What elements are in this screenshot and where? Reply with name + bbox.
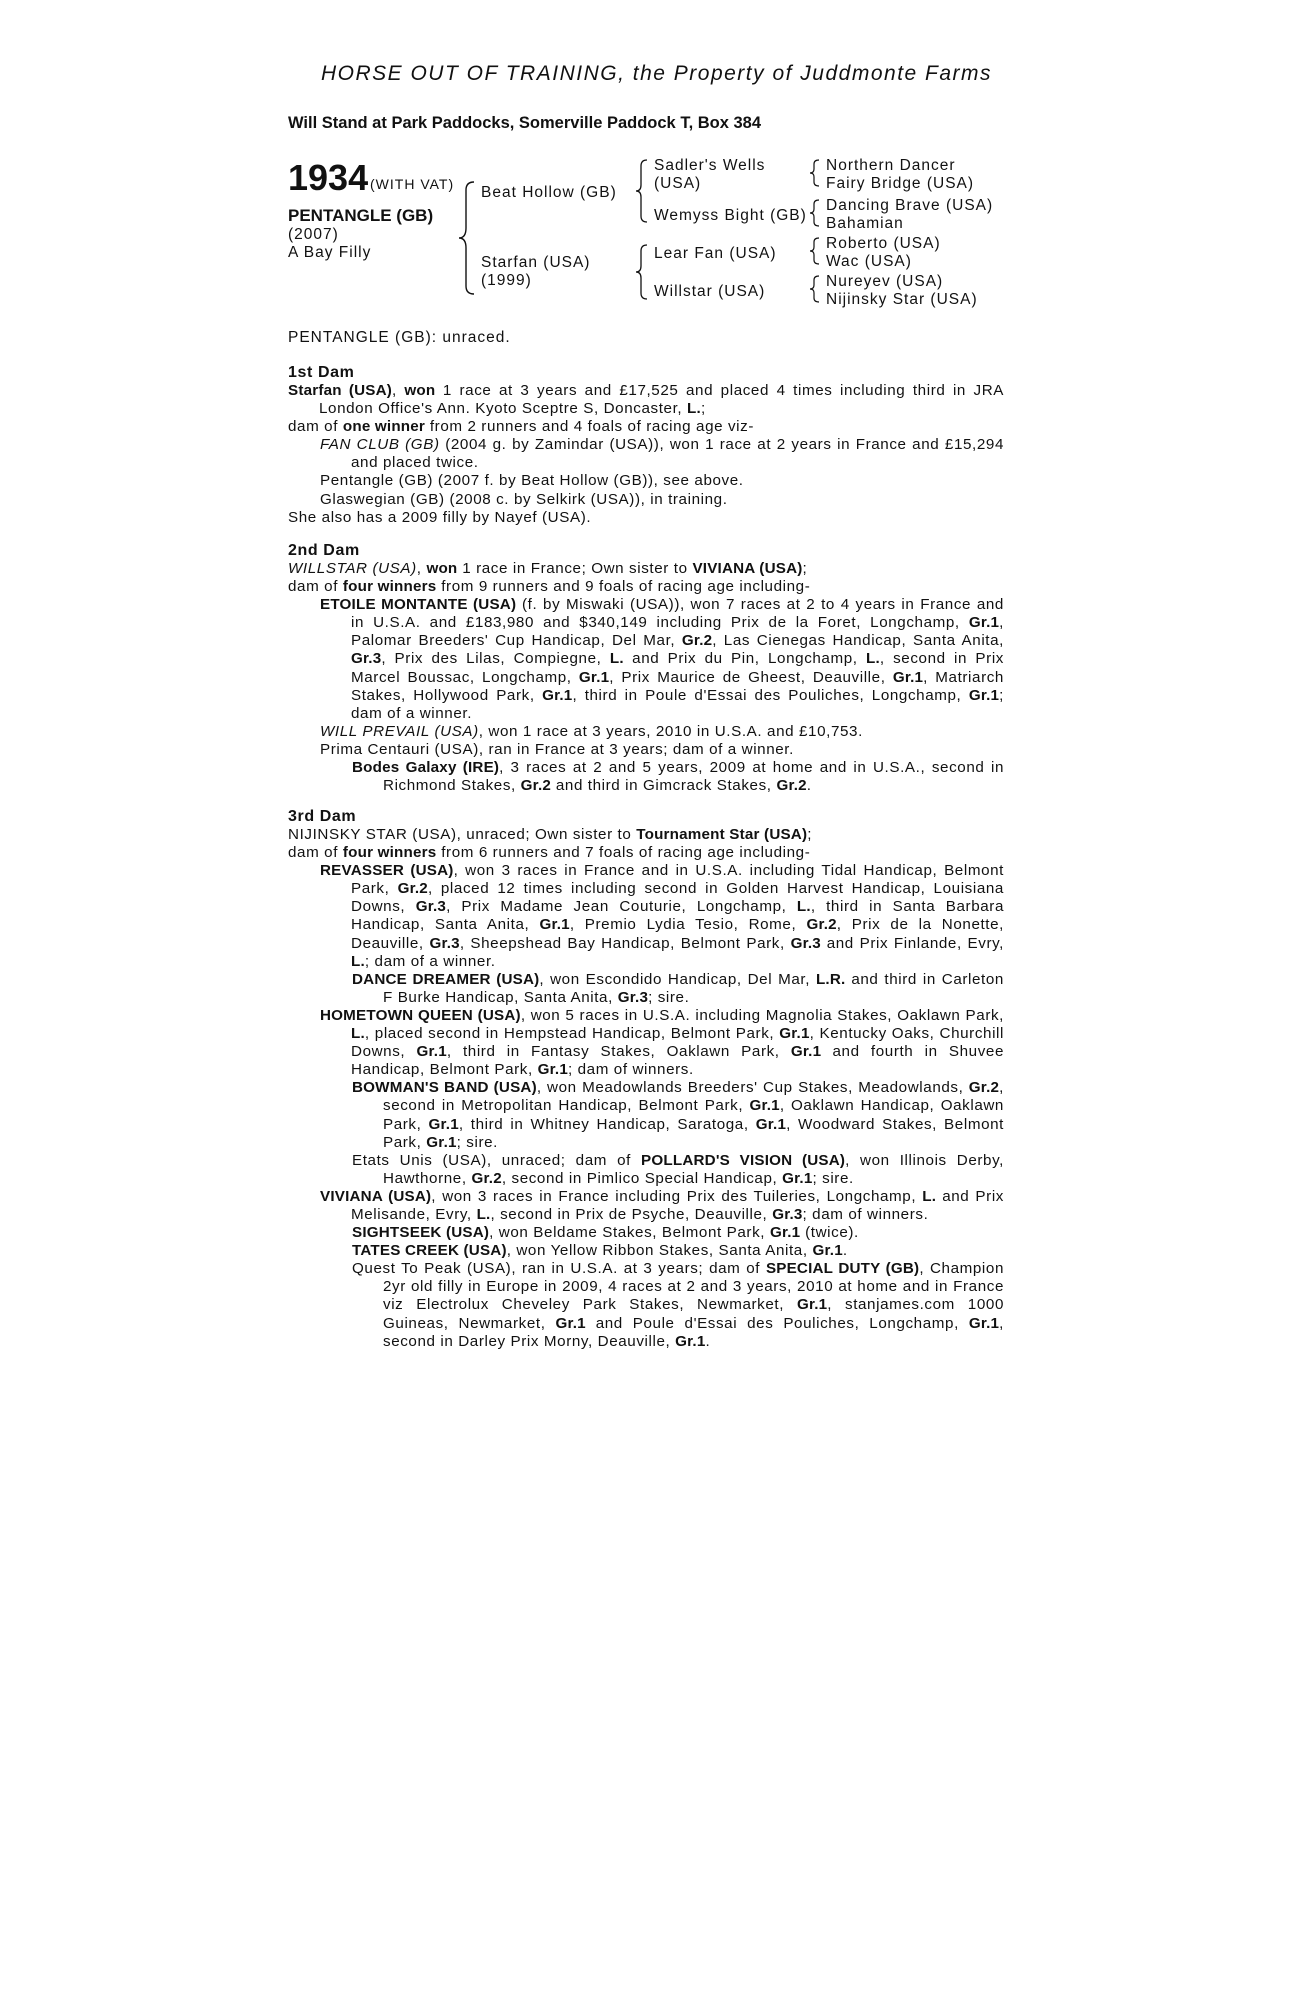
text-run: ; dam of a winner. — [351, 686, 1004, 722]
text-run: dam of — [288, 418, 343, 436]
bold-run: BOWMAN'S BAND (USA) — [352, 1079, 537, 1097]
bold-run: ETOILE MONTANTE (USA) — [320, 596, 517, 614]
produce-entry: Prima Centauri (USA), ran in France at 3 years; dam of a winner. — [320, 740, 794, 758]
first-dam-section — [288, 364, 1004, 527]
italic-run: FAN CLUB (GB) — [320, 436, 440, 454]
bold-run: HOMETOWN QUEEN (USA) — [320, 1006, 521, 1024]
bold-run: Gr.2 — [681, 632, 713, 650]
text-run: dam of — [288, 578, 343, 596]
text-run: , Sheepshead Bay Handicap, Belmont Park, — [459, 934, 791, 952]
text-run: , placed second in Hempstead Handicap, Belmont Park, — [364, 1025, 780, 1043]
text-run: ; dam of a winner. — [364, 952, 496, 970]
pedigree-sire-sire-country: (USA) — [654, 175, 702, 192]
text-run: , won Beldame Stakes, Belmont Park, — [489, 1224, 770, 1242]
bold-run: Gr.2 — [776, 777, 807, 795]
text-run: from 2 runners and 4 foals of racing age viz- — [425, 418, 755, 436]
text-run: , won Yellow Ribbon Stakes, Santa Anita, — [506, 1242, 813, 1260]
bold-run: Starfan (USA) — [288, 382, 393, 399]
bold-run: Gr.1 — [542, 686, 573, 704]
text-run: , 3 races at 2 and 5 years, 2009 at home and in U.S.A., second in Richmond Stakes, — [383, 759, 1004, 795]
section-title: 2nd Dam — [288, 542, 360, 559]
bold-run: Gr.1 — [675, 1332, 706, 1350]
pedigree-brace-dd — [808, 274, 822, 304]
bold-run: L. — [476, 1205, 491, 1223]
bold-run: L. — [922, 1187, 937, 1205]
bold-run: Bodes Galaxy (IRE) — [352, 759, 500, 777]
bold-run: four winners — [342, 578, 437, 596]
text-run: , second in Metropolitan Handicap, Belmont Park, — [383, 1079, 1004, 1115]
text-run: , stanjames.com 1000 Guineas, Newmarket, — [383, 1296, 1004, 1332]
pedigree-dam-dam: Willstar (USA) — [654, 283, 766, 300]
bold-run: SPECIAL DUTY (GB) — [765, 1260, 920, 1278]
pedigree-dss: Roberto (USA) — [826, 235, 941, 252]
bold-run: Gr.1 — [769, 1224, 801, 1242]
bold-run: Gr.1 — [749, 1097, 780, 1115]
dam-summary — [288, 560, 1004, 578]
text-run: , Prix Madame Jean Couturie, Longchamp, — [446, 898, 797, 916]
produce-entry — [288, 1260, 1004, 1350]
bold-run: Gr.2 — [806, 916, 837, 934]
bold-run: L.R. — [815, 970, 846, 988]
vat-note: (WITH VAT) — [370, 176, 455, 192]
bold-run: L. — [796, 898, 811, 916]
bold-run: Gr.1 — [782, 1169, 813, 1187]
text-run: , second in Prix de Psyche, Deauville, — [490, 1205, 773, 1223]
produce-entry — [288, 759, 1004, 795]
text-run: (2004 g. by Zamindar (USA)), won 1 race at 2 years in France and £15,294 and placed twice. — [351, 436, 1005, 472]
text-run: , won 5 races in U.S.A. including Magnolia Stakes, Oaklawn Park, — [520, 1006, 1004, 1024]
bold-run: POLLARD'S VISION (USA) — [641, 1151, 846, 1169]
text-run: ; sire. — [456, 1133, 498, 1151]
pedigree-sdd: Bahamian — [826, 215, 904, 232]
text-run: dam of — [288, 844, 343, 862]
text-run: , won Illinois Derby, Hawthorne, — [383, 1151, 1004, 1187]
bold-run: Gr.3 — [617, 988, 649, 1006]
text-run: ; — [802, 560, 808, 577]
pedigree-brace-sire — [634, 158, 650, 224]
text-run: (f. by Miswaki (USA)), won 7 races at 2 to 4 years in France and in U.S.A. and £183,980 and $340,149 including Prix de la Foret, Longchamp, — [351, 596, 1004, 632]
text-run: , — [416, 560, 427, 577]
produce-summary — [288, 418, 1004, 436]
bold-run: Gr.1 — [555, 1314, 586, 1332]
bold-run: Gr.1 — [968, 614, 1000, 632]
text-run: , third in Whitney Handicap, Saratoga, — [458, 1115, 756, 1133]
produce-entry — [288, 723, 1004, 741]
text-run: and third in Gimcrack Stakes, — [551, 777, 777, 795]
bold-run: Gr.1 — [779, 1025, 810, 1043]
text-run: ; dam of winners. — [567, 1061, 694, 1079]
text-run: , second in Prix Marcel Boussac, Longchamp, — [351, 650, 1004, 686]
text-run: , — [392, 382, 405, 399]
produce-entry: Glaswegian (GB) (2008 c. by Selkirk (USA)), in training. — [320, 490, 728, 508]
text-run: , won Escondido Handicap, Del Mar, — [539, 970, 816, 988]
text-run: ; sire. — [648, 988, 690, 1006]
pedigree-brace-dam — [634, 243, 650, 301]
text-run: ; — [807, 826, 813, 843]
bold-run: Gr.1 — [539, 916, 570, 934]
text-run: , third in Fantasy Stakes, Oaklawn Park, — [446, 1043, 791, 1061]
text-run: and Prix du Pin, Longchamp, — [623, 650, 866, 668]
italic-run: WILL PREVAIL (USA) — [320, 722, 479, 740]
text-run: ; dam of winners. — [802, 1205, 929, 1223]
text-run: Etats Unis (USA), unraced; dam of — [352, 1151, 642, 1169]
bold-run: VIVIANA (USA) — [320, 1187, 432, 1205]
text-run: , Oaklawn Handicap, Oaklawn Park, — [383, 1097, 1004, 1133]
horse-year: (2007) — [288, 226, 339, 243]
text-run: , won 3 races in France and in U.S.A. including Tidal Handicap, Belmont Park, — [351, 862, 1004, 898]
text-run: . — [806, 777, 812, 795]
pedigree-sds: Dancing Brave (USA) — [826, 197, 994, 214]
bold-run: Gr.3 — [415, 898, 447, 916]
bold-run: Gr.1 — [578, 668, 610, 686]
text-run: . — [842, 1242, 848, 1260]
text-run: NIJINSKY STAR (USA), unraced; Own sister to — [288, 826, 637, 843]
bold-run: Gr.1 — [892, 668, 924, 686]
text-run: , Prix de la Nonette, Deauville, — [351, 916, 1004, 952]
bold-run: Gr.1 — [968, 1314, 1000, 1332]
text-run: , Woodward Stakes, Belmont Park, — [383, 1115, 1004, 1151]
bold-run: Gr.3 — [772, 1205, 803, 1223]
bold-run: Gr.2 — [520, 777, 552, 795]
pedigree-brace-ss — [808, 158, 822, 188]
bold-run: Gr.1 — [968, 686, 1000, 704]
text-run: , third in Poule d'Essai des Pouliches, Longchamp, — [572, 686, 969, 704]
produce-entry: Pentangle (GB) (2007 f. by Beat Hollow (GB)), see above. — [320, 472, 744, 490]
third-dam-section — [288, 808, 1004, 1351]
bold-run: Gr.1 — [416, 1043, 447, 1061]
bold-run: L. — [351, 952, 365, 970]
text-run: , won Meadowlands Breeders' Cup Stakes, Meadowlands, — [536, 1079, 969, 1097]
bold-run: Gr.2 — [471, 1169, 502, 1187]
text-run: and fourth in Shuvee Handicap, Belmont Park, — [351, 1043, 1004, 1079]
stand-location: Will Stand at Park Paddocks, Somerville Paddock T, Box 384 — [288, 114, 762, 132]
produce-entry — [288, 862, 1004, 971]
bold-run: Gr.1 — [790, 1043, 822, 1061]
text-run: , Matriarch Stakes, Hollywood Park, — [351, 668, 1004, 704]
text-run: and third in Carleton F Burke Handicap, Santa Anita, — [383, 970, 1004, 1006]
pedigree-dsd: Wac (USA) — [826, 253, 912, 270]
bold-run: DANCE DREAMER (USA) — [352, 970, 540, 988]
text-run: Quest To Peak (USA), ran in U.S.A. at 3 years; dam of — [352, 1260, 766, 1278]
bold-run: TATES CREEK (USA) — [352, 1242, 507, 1260]
text-run: , Premio Lydia Tesio, Rome, — [569, 916, 807, 934]
pedigree-sire-dam: Wemyss Bight (GB) — [654, 207, 807, 224]
text-run: . — [705, 1332, 711, 1350]
lot-number: 1934 — [288, 157, 369, 198]
produce-entry — [288, 971, 1004, 1007]
text-run: from 9 runners and 9 foals of racing age including- — [436, 578, 811, 596]
bold-run: one winner — [342, 418, 426, 436]
text-run: 1 race in France; Own sister to — [457, 560, 693, 577]
text-run: , third in Santa Barbara Handicap, Santa Anita, — [351, 898, 1004, 934]
produce-note: She also has a 2009 filly by Nayef (USA). — [288, 508, 592, 526]
text-run: , second in Pimlico Special Handicap, — [501, 1169, 783, 1187]
horse-name: PENTANGLE (GB) — [288, 206, 434, 225]
pedigree-ssd: Fairy Bridge (USA) — [826, 175, 975, 192]
produce-entry — [288, 1152, 1004, 1188]
pedigree-dam-sire: Lear Fan (USA) — [654, 245, 777, 262]
pedigree-brace-main — [456, 180, 478, 296]
text-run: and Prix Melisande, Evry, — [351, 1187, 1004, 1223]
bold-run: Tournament Star (USA) — [636, 826, 808, 843]
dam-summary — [288, 826, 1004, 844]
bold-run: SIGHTSEEK (USA) — [352, 1224, 490, 1242]
section-title: 1st Dam — [288, 364, 355, 381]
bold-run: Gr.1 — [428, 1115, 459, 1133]
pedigree-sire-sire: Sadler's Wells — [654, 157, 766, 174]
bold-run: Gr.1 — [796, 1296, 828, 1314]
text-run: , Prix Maurice de Gheest, Deauville, — [609, 668, 893, 686]
bold-run: REVASSER (USA) — [320, 862, 454, 880]
produce-summary — [288, 844, 1004, 862]
text-run: ; sire. — [812, 1169, 854, 1187]
bold-run: won — [426, 560, 458, 577]
pedigree-dam-year: (1999) — [481, 272, 532, 289]
pedigree-brace-ds — [808, 236, 822, 266]
bold-run: Gr.2 — [397, 880, 428, 898]
produce-entry — [288, 1007, 1004, 1079]
race-record: PENTANGLE (GB): unraced. — [288, 329, 511, 346]
pedigree-ddd: Nijinsky Star (USA) — [826, 291, 978, 308]
pedigree-brace-sd — [808, 198, 822, 228]
text-run: , placed 12 times including second in Golden Harvest Handicap, Louisiana Downs, — [351, 880, 1004, 916]
produce-entry — [288, 596, 1004, 723]
pedigree-dds: Nureyev (USA) — [826, 273, 944, 290]
text-run: , Palomar Breeders' Cup Handicap, Del Mar, — [351, 614, 1004, 650]
produce-entry — [288, 1224, 1004, 1242]
bold-run: L. — [865, 650, 880, 668]
bold-run: Gr.2 — [968, 1079, 1000, 1097]
bold-run: Gr.1 — [537, 1061, 568, 1079]
produce-entry — [288, 1242, 1004, 1260]
bold-run: Gr.3 — [790, 934, 821, 952]
produce-entry — [288, 1079, 1004, 1151]
text-run: , Kentucky Oaks, Churchill Downs, — [351, 1025, 1004, 1061]
horse-description: A Bay Filly — [288, 244, 372, 261]
bold-run: four winners — [342, 844, 437, 862]
bold-run: L. — [687, 400, 701, 418]
dam-summary — [288, 382, 1004, 418]
text-run: (twice). — [800, 1224, 859, 1242]
bold-run: Gr.1 — [755, 1115, 787, 1133]
bold-run: Gr.3 — [351, 650, 382, 668]
produce-entry — [288, 1188, 1004, 1224]
second-dam-section — [288, 542, 1004, 795]
text-run: and Poule d'Essai des Pouliches, Longchamp, — [585, 1314, 969, 1332]
bold-run: L. — [351, 1025, 365, 1043]
text-run: , second in Darley Prix Morny, Deauville, — [383, 1314, 1004, 1350]
italic-run: WILLSTAR (USA) — [288, 560, 417, 577]
bold-run: Gr.1 — [426, 1133, 457, 1151]
text-run: , Prix des Lilas, Compiegne, — [381, 650, 610, 668]
bold-run: won — [404, 382, 436, 399]
text-run: , Las Cienegas Handicap, Santa Anita, — [712, 632, 1004, 650]
text-run: from 6 runners and 7 foals of racing age including- — [436, 844, 811, 862]
bold-run: L. — [609, 650, 624, 668]
produce-summary — [288, 578, 1004, 596]
text-run: 1 race at 3 years and £17,525 and placed 4 times including third in JRA London Office's Ann. Kyoto Sceptre S, Doncaster, — [319, 382, 1005, 418]
pedigree-dam: Starfan (USA) — [481, 254, 591, 271]
text-run: and Prix Finlande, Evry, — [820, 934, 1004, 952]
bold-run: VIVIANA (USA) — [692, 560, 803, 577]
text-run: , won 1 race at 3 years, 2010 in U.S.A. and £10,753. — [478, 722, 863, 740]
text-run: , Champion 2yr old filly in Europe in 2009, 4 races at 2 and 3 years, 2010 at home and in France viz Electrolux Cheveley Park Stakes, Newmarket, — [383, 1260, 1004, 1314]
produce-entry — [288, 436, 1004, 472]
bold-run: Gr.1 — [812, 1242, 843, 1260]
pedigree-sire: Beat Hollow (GB) — [481, 184, 617, 201]
pedigree-sss: Northern Dancer — [826, 157, 956, 174]
text-run: , won 3 races in France including Prix des Tuileries, Longchamp, — [431, 1187, 923, 1205]
section-title: 3rd Dam — [288, 808, 357, 825]
bold-run: Gr.3 — [429, 934, 460, 952]
page-header: HORSE OUT OF TRAINING, the Property of Juddmonte Farms — [320, 62, 993, 85]
text-run: ; — [700, 400, 706, 418]
